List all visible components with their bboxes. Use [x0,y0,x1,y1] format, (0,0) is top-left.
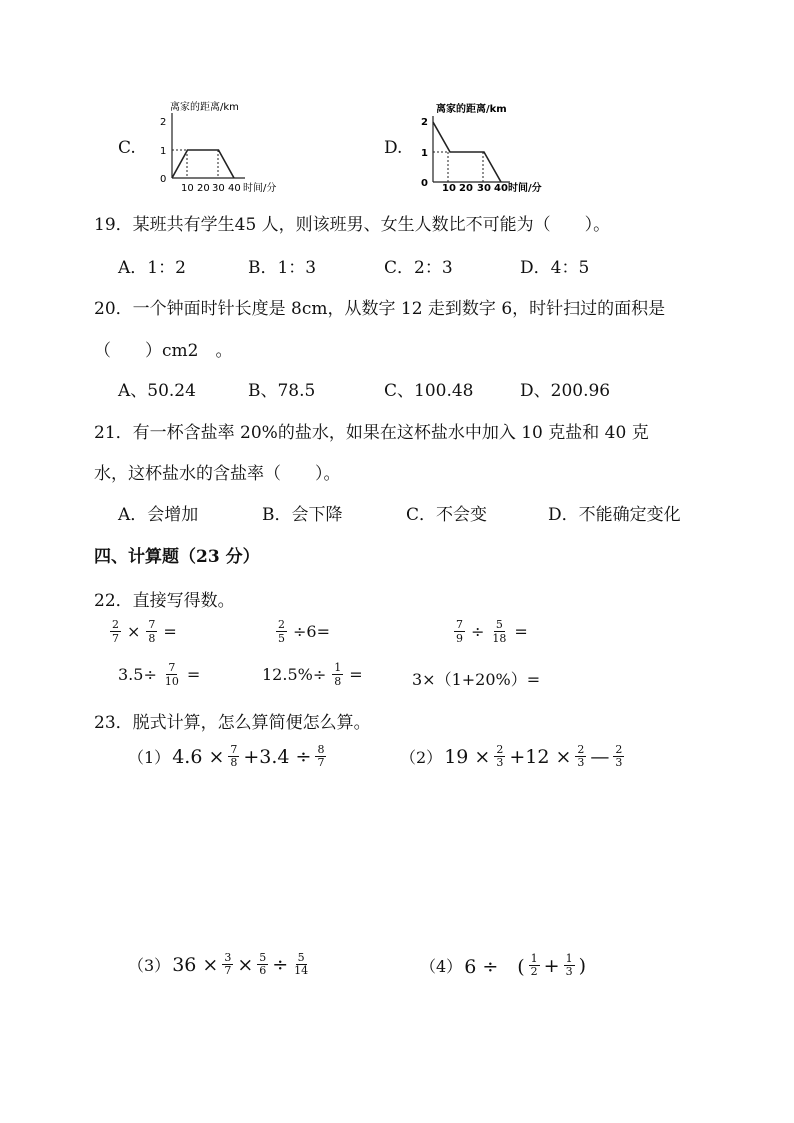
q22-item-e: 12.5%÷ $\frac{1}{8}$ = [262,661,363,688]
option-c-label: C. [118,138,136,158]
fraction: $\frac{8}{7}$ [317,743,325,769]
fraction: $\frac{2}{3}$ [577,743,585,769]
q22-item-c: $\frac{7}{9}$ ÷ $\frac{5}{18}$ = [456,618,528,645]
q23-problem-3: （3） 36 × $\frac{3}{7}$ × $\frac{5}{6}$ ÷ $\frac{5}{14}$ [128,951,309,977]
graph-c-ytick: 2 [160,117,167,128]
graph-d-ytick: 1 [421,148,428,159]
graph-c [150,95,300,195]
graph-d-ytick: 0 [421,178,428,189]
fraction: $\frac{2}{3}$ [615,743,623,769]
q20-line1: 20．一个钟面时针长度是 8cm，从数字 12 走到数字 6，时针扫过的面积是 [94,299,666,319]
q19-option: B．1：3 [248,258,317,278]
q20-line2: （ ）cm2 。 [94,341,233,361]
fraction: $\frac{2}{7}$ [112,618,119,645]
graph-d-ytick: 2 [421,117,428,128]
q22-item-a: $\frac{2}{7}$ × $\frac{7}{8}$ = [112,618,177,645]
fraction: $\frac{1}{3}$ [565,952,573,978]
graph-d-ylabel: 离家的距离/km [436,104,507,115]
q19-text: 19．某班共有学生45 人，则该班男、女生人数比不可能为（ ）。 [94,215,611,235]
graph-c-xtick: 10 [181,183,194,194]
fraction: $\frac{5}{14}$ [294,951,309,977]
option-d-label: D. [384,138,403,158]
graph-c-xtick: 40 [228,183,241,194]
q19-option: D．4：5 [520,258,590,278]
fraction: $\frac{7}{10}$ [164,661,179,688]
fraction: $\frac{2}{3}$ [496,743,504,769]
graph-c-xtick: 30 [212,183,225,194]
graph-c-xlabel: 时间/分 [243,183,277,194]
q23-problem-2: （2） 19 × $\frac{2}{3}$ +12 × $\frac{2}{3}$ — $\frac{2}{3}$ [400,743,623,769]
q19-option: C．2：3 [384,258,453,278]
q20-option: A、50.24 [118,381,196,401]
graph-c-xtick: 20 [197,183,210,194]
graph-c-line [172,150,234,178]
q21-option: C．不会变 [406,505,488,525]
q21-option: A．会增加 [118,505,199,525]
graph-d-xtick: 40 [494,183,508,194]
q22-item-f: 3×（1+20%）= [412,670,541,689]
fraction: $\frac{2}{5}$ [278,618,285,645]
graph-c-ylabel: 离家的距离/km [170,102,239,113]
q23-title: 23．脱式计算，怎么算简便怎么算。 [94,713,371,733]
q20-option: D、200.96 [520,381,611,401]
graph-d-line [433,122,501,182]
fraction: $\frac{5}{6}$ [259,951,267,977]
q21-line2: 水，这杯盐水的含盐率（ ）。 [94,464,341,484]
graph-d-xtick: 10 [442,183,456,194]
q22-item-d: 3.5÷ $\frac{7}{10}$ = [118,661,201,688]
fraction: $\frac{1}{2}$ [530,952,538,978]
fraction: $\frac{7}{9}$ [456,618,463,645]
q21-option: B．会下降 [262,505,343,525]
fraction: $\frac{1}{8}$ [334,661,342,688]
q19-option: A．1：2 [118,258,186,278]
graph-d-xtick: 20 [459,183,473,194]
fraction: $\frac{7}{8}$ [230,743,238,769]
q21-line1: 21．有一杯含盐率 20%的盐水，如果在这杯盐水中加入 10 克盐和 40 克 [94,423,649,443]
q21-option: D．不能确定变化 [548,505,681,525]
q20-option: C、100.48 [384,381,474,401]
graph-c-ytick: 0 [160,174,167,185]
graph-d-xlabel: 时间/分 [508,183,542,194]
graph-d-xtick: 30 [477,183,491,194]
q20-option: B、78.5 [248,381,316,401]
q23-problem-4: （4） 6 ÷ ( $\frac{1}{2}$ + $\frac{1}{3}$ ) [420,952,586,978]
fraction: $\frac{5}{18}$ [492,618,507,645]
q22-title: 22．直接写得数。 [94,591,235,611]
graph-c-ytick: 1 [160,146,167,157]
section-title: 四、计算题（23 分） [94,547,260,567]
q22-item-b: $\frac{2}{5}$ ÷6= [278,618,330,645]
graph-d [418,98,558,198]
fraction: $\frac{7}{8}$ [148,618,156,645]
q23-problem-1: （1） 4.6 × $\frac{7}{8}$ +3.4 ÷ $\frac{8}{7}$ [128,743,325,769]
fraction: $\frac{3}{7}$ [224,951,232,977]
